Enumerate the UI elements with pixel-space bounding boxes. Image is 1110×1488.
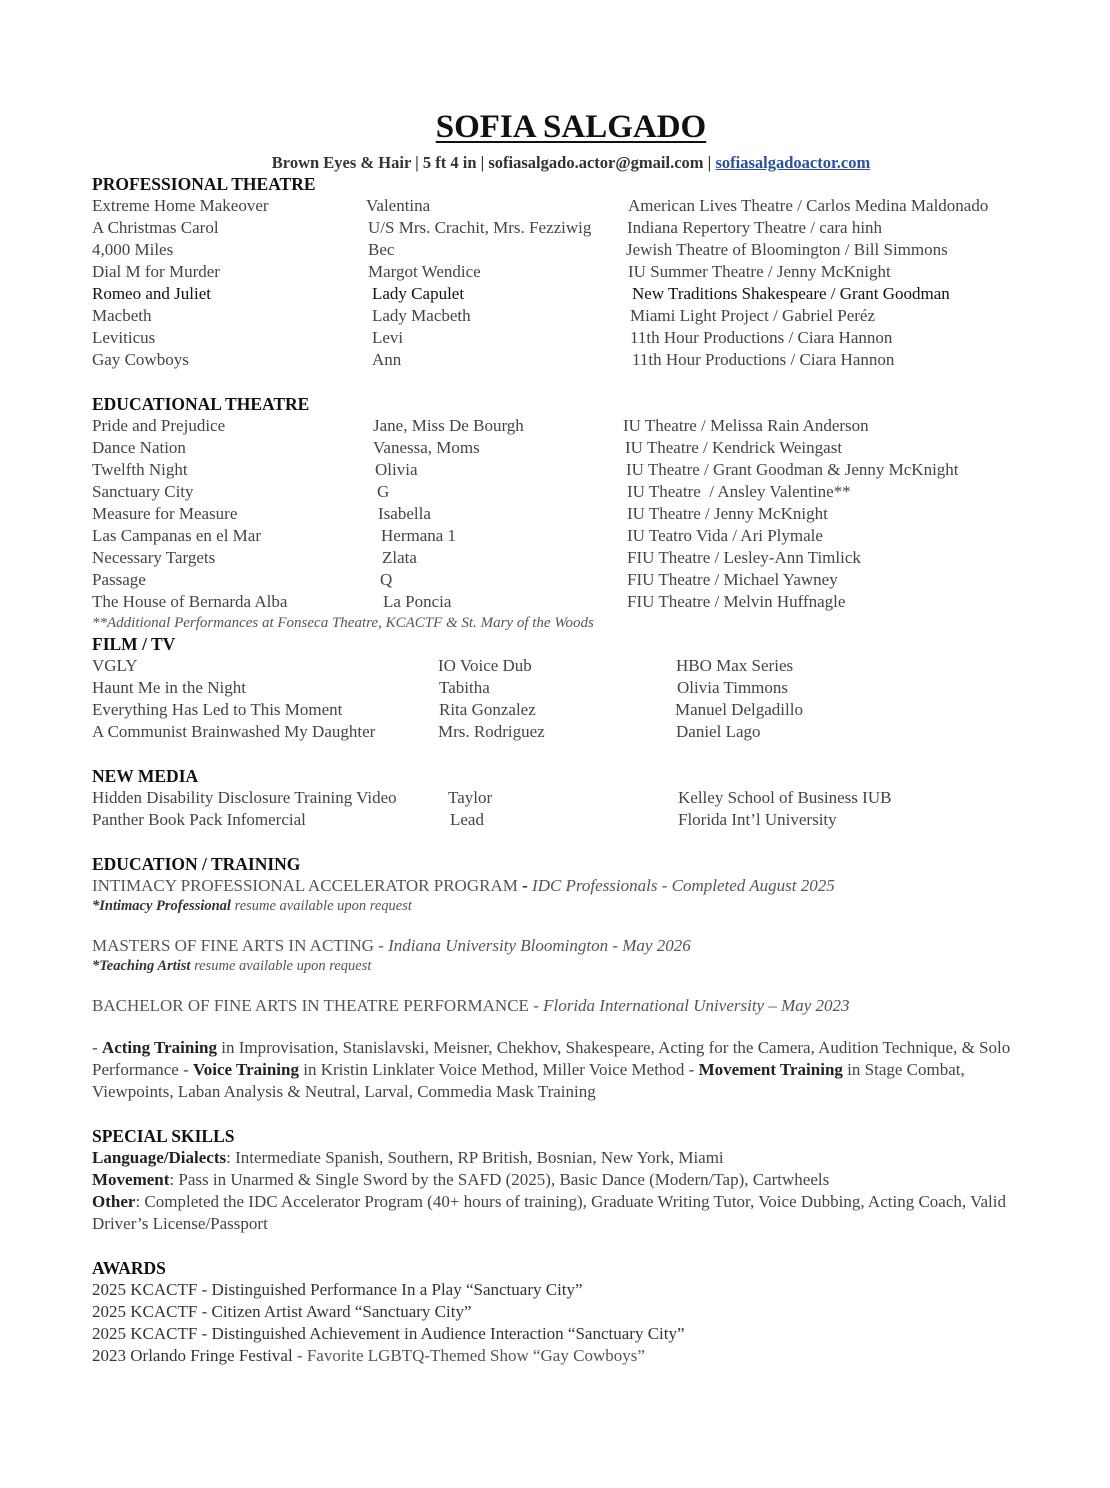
professional-theatre-list (92, 195, 1050, 371)
credit-row (92, 283, 1050, 305)
role: Isabella (378, 504, 431, 523)
spacer (92, 743, 1050, 765)
education-mfa (92, 935, 1050, 957)
credit-row (92, 195, 1050, 217)
show-title: Everything Has Led to This Moment (92, 700, 343, 719)
email: sofiasalgado.actor@gmail.com (488, 153, 704, 172)
show-title: Haunt Me in the Night (92, 678, 246, 697)
spacer (92, 1103, 1050, 1125)
award-text: - Citizen Artist Award “Sanctuary City” (197, 1302, 472, 1321)
role: Taylor (448, 788, 493, 807)
company: IU Theatre / Grant Goodman & Jenny McKnight (626, 460, 959, 479)
role: G (377, 482, 390, 501)
credit-row (92, 569, 1050, 591)
company: FIU Theatre / Michael Yawney (627, 570, 838, 589)
section-title-special-skills: SPECIAL SKILLS (92, 1126, 235, 1146)
role: Rita Gonzalez (439, 700, 536, 719)
credit-row (92, 261, 1050, 283)
role: Lady Macbeth (372, 306, 471, 325)
skill-text: : Intermediate Spanish, Southern, RP British, Bosnian, New York, Miami (226, 1148, 724, 1167)
section-title-film-tv: FILM / TV (92, 634, 176, 654)
company: Kelley School of Business IUB (678, 788, 892, 807)
company: 11th Hour Productions / Ciara Hannon (632, 350, 895, 369)
separator: | (415, 153, 419, 172)
award-org: 2025 KCACTF (92, 1324, 198, 1343)
program-detail: Indiana University Bloomington - May 2026 (388, 936, 691, 955)
note-label: *Intimacy Professional (92, 898, 231, 914)
show-title: Romeo and Juliet (92, 284, 211, 303)
program-name: BACHELOR OF FINE ARTS IN THEATRE PERFORMANCE (92, 996, 529, 1015)
role: U/S Mrs. Crachit, Mrs. Fezziwig (368, 218, 592, 237)
role: Jane, Miss De Bourgh (373, 416, 524, 435)
role: Bec (368, 240, 395, 259)
role: Vanessa, Moms (373, 438, 480, 457)
role: Mrs. Rodriguez (438, 722, 545, 741)
role: La Poncia (383, 592, 452, 611)
award-org: 2025 KCACTF (92, 1302, 198, 1321)
show-title: Necessary Targets (92, 548, 216, 567)
company: IU Theatre / Melissa Rain Anderson (623, 416, 869, 435)
skill-label: Movement (92, 1170, 170, 1189)
award-text: - Distinguished Performance In a Play “Sanctuary City” (197, 1280, 583, 1299)
award-org: 2023 Orlando Fringe Festival (92, 1346, 293, 1365)
show-title: Panther Book Pack Infomercial (92, 810, 306, 829)
credit-row (92, 437, 1050, 459)
role: Tabitha (439, 678, 490, 697)
company: American Lives Theatre / Carlos Medina Maldonado (628, 196, 989, 215)
company: Olivia Timmons (677, 678, 789, 697)
new-media-list (92, 787, 1050, 831)
credit-row (92, 415, 1050, 437)
education-bfa (92, 995, 1050, 1017)
movement-training-text: in Stage Combat, Viewpoints, Laban Analysis & Neutral, Larval, Commedia Mask Training (92, 1060, 965, 1101)
eyes-hair: Brown Eyes & Hair (271, 153, 411, 172)
company: Florida Int’l University (678, 810, 837, 829)
credit-row (92, 503, 1050, 525)
award-item (92, 1301, 1050, 1323)
dash: - (517, 876, 533, 895)
credit-row (92, 459, 1050, 481)
additional-performances-note: **Additional Performances at Fonseca Theatre, KCACTF & St. Mary of the Woods (92, 615, 594, 631)
movement-training-label: Movement Training (698, 1060, 843, 1079)
role: Zlata (382, 548, 417, 567)
role: Valentina (366, 196, 431, 215)
educational-theatre-list (92, 415, 1050, 613)
company: IU Theatre / Kendrick Weingast (625, 438, 843, 457)
role: Levi (372, 328, 404, 347)
award-item (92, 1345, 1050, 1367)
show-title: Sanctuary City (92, 482, 194, 501)
company: New Traditions Shakespeare / Grant Goodman (632, 284, 950, 303)
credit-row (92, 655, 1050, 677)
company: FIU Theatre / Lesley-Ann Timlick (627, 548, 861, 567)
program-detail: IDC Professionals - Completed August 2025 (532, 876, 835, 895)
skills-other (92, 1191, 1050, 1235)
training-lead: - (92, 1038, 102, 1057)
show-title: Gay Cowboys (92, 350, 189, 369)
separator: | (707, 153, 712, 172)
acting-training-text: in Improvisation, Stanislavski, Meisner, Chekhov, Shakespeare, Acting for the Camera, Audition Technique, & Solo Performance - (92, 1038, 1011, 1079)
role: Hermana 1 (381, 526, 457, 545)
skills-language (92, 1147, 1050, 1169)
role: Q (380, 570, 393, 589)
company: Indiana Repertory Theatre / cara hinh (627, 218, 883, 237)
skills-movement (92, 1169, 1050, 1191)
voice-training-text: in Kristin Linklater Voice Method, Miller Voice Method - (298, 1060, 699, 1079)
education-intimacy (92, 875, 1050, 897)
section-title-education: EDUCATION / TRAINING (92, 854, 301, 874)
show-title: Leviticus (92, 328, 156, 347)
company: Jewish Theatre of Bloomington / Bill Simmons (626, 240, 948, 259)
show-title: The House of Bernarda Alba (92, 592, 288, 611)
height: 5 ft 4 in (422, 153, 477, 172)
credit-row (92, 525, 1050, 547)
credit-row (92, 327, 1050, 349)
spacer (92, 1017, 1050, 1037)
credit-row (92, 699, 1050, 721)
section-title-awards: AWARDS (92, 1258, 166, 1278)
company: IU Theatre / Jenny McKnight (627, 504, 828, 523)
dash: - (528, 996, 544, 1015)
section-title-new-media: NEW MEDIA (92, 766, 199, 786)
mfa-note (92, 957, 1050, 975)
spacer (92, 371, 1050, 393)
award-text: - Distinguished Achievement in Audience Interaction “Sanctuary City” (197, 1324, 685, 1343)
role: Margot Wendice (368, 262, 481, 281)
show-title: Macbeth (92, 306, 152, 325)
skill-text: : Completed the IDC Accelerator Program (40+ hours of training), Graduate Writing Tutor, Voice Dubbing, Acting Coach, Valid Driver’s License/Passport (92, 1192, 1006, 1233)
company: IU Teatro Vida / Ari Plymale (627, 526, 823, 545)
show-title: Extreme Home Makeover (92, 196, 269, 215)
show-title: Pride and Prejudice (92, 416, 226, 435)
film-tv-list (92, 655, 1050, 743)
show-title: A Communist Brainwashed My Daughter (92, 722, 376, 741)
note-label: *Teaching Artist (92, 958, 191, 974)
spacer (92, 831, 1050, 853)
spacer (92, 975, 1050, 995)
company: IU Theatre / Ansley Valentine** (627, 482, 851, 501)
spacer (92, 915, 1050, 935)
training-paragraph (92, 1037, 1050, 1103)
note-text: resume available upon request (190, 958, 372, 974)
company: Manuel Delgadillo (675, 700, 803, 719)
actor-name: SOFIA SALGADO (435, 109, 707, 145)
spacer (92, 1235, 1050, 1257)
credit-row (92, 305, 1050, 327)
award-text: - Favorite LGBTQ-Themed Show “Gay Cowboys” (292, 1346, 645, 1365)
credit-row (92, 217, 1050, 239)
credit-row (92, 239, 1050, 261)
show-title: Dial M for Murder (92, 262, 220, 281)
credit-row (92, 809, 1050, 831)
contact-line (92, 153, 1050, 173)
credit-row (92, 349, 1050, 371)
show-title: A Christmas Carol (92, 218, 219, 237)
show-title: Hidden Disability Disclosure Training Video (92, 788, 397, 807)
show-title: Dance Nation (92, 438, 186, 457)
role: Ann (372, 350, 402, 369)
company: IU Summer Theatre / Jenny McKnight (628, 262, 891, 281)
role: Olivia (375, 460, 418, 479)
show-title: 4,000 Miles (92, 240, 174, 259)
show-title: Measure for Measure (92, 504, 238, 523)
company: HBO Max Series (676, 656, 794, 675)
show-title: Las Campanas en el Mar (92, 526, 261, 545)
skill-text: : Pass in Unarmed & Single Sword by the SAFD (2025), Basic Dance (Modern/Tap), Cartwheels (169, 1170, 830, 1189)
company: 11th Hour Productions / Ciara Hannon (630, 328, 893, 347)
program-name: MASTERS OF FINE ARTS IN ACTING (92, 936, 374, 955)
credit-row (92, 591, 1050, 613)
section-title-educational-theatre: EDUCATIONAL THEATRE (92, 394, 310, 414)
dash: - (373, 936, 389, 955)
intimacy-note (92, 897, 1050, 915)
credit-row (92, 547, 1050, 569)
company: FIU Theatre / Melvin Huffnagle (627, 592, 846, 611)
credit-row (92, 721, 1050, 743)
skill-label: Other (92, 1192, 136, 1211)
company: Miami Light Project / Gabriel Peréz (630, 306, 876, 325)
program-name: INTIMACY PROFESSIONAL ACCELERATOR PROGRAM (92, 876, 518, 895)
company: Daniel Lago (676, 722, 761, 741)
skill-label: Language/Dialects (92, 1148, 227, 1167)
website-link[interactable]: sofiasalgadoactor.com (715, 153, 871, 172)
role: Lady Capulet (372, 284, 465, 303)
show-title: VGLY (92, 656, 138, 675)
program-detail: Florida International University – May 2023 (543, 996, 850, 1015)
award-item (92, 1323, 1050, 1345)
show-title: Passage (92, 570, 146, 589)
show-title: Twelfth Night (92, 460, 188, 479)
credit-row (92, 787, 1050, 809)
section-title-professional-theatre: PROFESSIONAL THEATRE (92, 174, 316, 194)
award-item (92, 1279, 1050, 1301)
separator: | (480, 153, 485, 172)
role: IO Voice Dub (438, 656, 532, 675)
award-org: 2025 KCACTF (92, 1280, 198, 1299)
role: Lead (450, 810, 484, 829)
voice-training-label: Voice Training (193, 1060, 299, 1079)
credit-row (92, 481, 1050, 503)
acting-training-label: Acting Training (101, 1038, 218, 1057)
credit-row (92, 677, 1050, 699)
note-text: resume available upon request (230, 898, 412, 914)
